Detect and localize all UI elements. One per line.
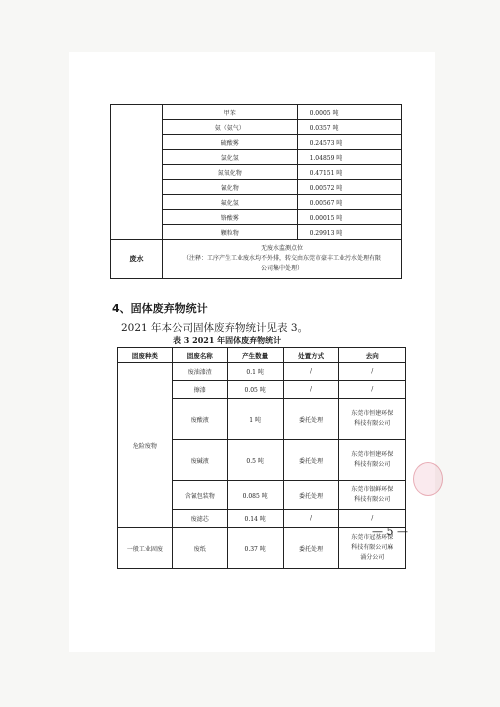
waste-quantity: 0.085 吨 (227, 481, 283, 510)
table-row (111, 240, 402, 279)
disposal-method: 委托处理 (283, 440, 339, 481)
destination-line: 科技有限公司 (354, 420, 391, 427)
wastewater-note-line: 公司集中处理） (260, 265, 303, 272)
destination-line: 东莞市冠基环保 (351, 534, 394, 541)
table-header-row (118, 348, 406, 363)
table-row (111, 105, 402, 120)
section-heading: 4、固体废弃物统计 (112, 302, 208, 315)
pollutant-name: 氟化氢 (162, 195, 297, 210)
seal-stamp (413, 462, 443, 496)
pollutant-amount: 0.00572 吨 (297, 180, 401, 195)
column-header: 去向 (339, 348, 406, 363)
disposal-method: / (283, 381, 339, 399)
destination (339, 440, 406, 481)
destination: / (339, 363, 406, 381)
pollutant-amount: 0.00567 吨 (297, 195, 401, 210)
destination-line: 科技有限公司 (354, 461, 391, 468)
waste-name: 废油漆渣 (172, 363, 227, 381)
disposal-method: / (283, 363, 339, 381)
destination: / (339, 381, 406, 399)
pollutant-name: 颗粒物 (162, 225, 297, 240)
pollutant-name: 氯化氢 (162, 150, 297, 165)
pollutant-amount: 0.00015 吨 (297, 210, 401, 225)
destination (339, 399, 406, 440)
category-cell-empty (111, 105, 163, 240)
emissions-table (110, 104, 402, 279)
destination-line: 东莞市银鲜环保 (351, 486, 394, 493)
destination-line: 东莞市恒建环保 (351, 410, 394, 417)
column-header: 固废种类 (118, 348, 173, 363)
destination-line: 科技有限公司 (354, 496, 391, 503)
wastewater-note (162, 240, 401, 279)
wastewater-note-line: 无废水监测点位 (260, 245, 303, 252)
waste-name: 废纸 (172, 528, 227, 569)
waste-quantity: 1 吨 (227, 399, 283, 440)
pollutant-amount: 0.24573 吨 (297, 135, 401, 150)
wastewater-label: 废水 (111, 240, 163, 279)
pollutant-name: 硫酸雾 (162, 135, 297, 150)
table-row (118, 528, 406, 569)
disposal-method: / (283, 510, 339, 528)
disposal-method: 委托处理 (283, 528, 339, 569)
waste-quantity: 0.1 吨 (227, 363, 283, 381)
waste-quantity: 0.5 吨 (227, 440, 283, 481)
column-header: 产生数量 (227, 348, 283, 363)
waste-name: 含氰包装物 (172, 481, 227, 510)
waste-name: 废酸液 (172, 399, 227, 440)
waste-quantity: 0.37 吨 (227, 528, 283, 569)
destination-line: 东莞市恒建环保 (351, 451, 394, 458)
disposal-method: 委托处理 (283, 481, 339, 510)
destination-line: 科技有限公司麻 (351, 544, 394, 551)
waste-name: 废碱液 (172, 440, 227, 481)
waste-quantity: 0.14 吨 (227, 510, 283, 528)
destination (339, 481, 406, 510)
waste-name: 擦漆 (172, 381, 227, 399)
pollutant-amount: 0.29913 吨 (297, 225, 401, 240)
pollutant-name: 氮氧化物 (162, 165, 297, 180)
pollutant-name: 氨（氨气） (162, 120, 297, 135)
column-header: 固废名称 (172, 348, 227, 363)
solid-waste-table (117, 347, 406, 569)
section-paragraph: 2021 年本公司固体废弃物统计见表 3。 (121, 322, 309, 334)
pollutant-amount: 1.04859 吨 (297, 150, 401, 165)
table-caption: 表 3 2021 年固体废弃物统计 (173, 335, 282, 345)
page-number: — 5 — (372, 525, 408, 538)
waste-category-cell: 危险废物 (118, 363, 173, 528)
wastewater-note-line: （注释：工序产生工业废水均不外排，转交由东莞市豪丰工业污水处理有限 (182, 255, 381, 262)
waste-category-cell: 一般工业固废 (118, 528, 173, 569)
column-header: 处置方式 (283, 348, 339, 363)
destination-line: 涌分公司 (360, 554, 385, 561)
pollutant-amount: 0.47151 吨 (297, 165, 401, 180)
table-row (118, 363, 406, 381)
disposal-method: 委托处理 (283, 399, 339, 440)
pollutant-name: 铬酸雾 (162, 210, 297, 225)
pollutant-amount: 0.0005 吨 (297, 105, 401, 120)
pollutant-name: 甲苯 (162, 105, 297, 120)
waste-quantity: 0.05 吨 (227, 381, 283, 399)
waste-name: 废滤芯 (172, 510, 227, 528)
pollutant-amount: 0.0357 吨 (297, 120, 401, 135)
pollutant-name: 氰化物 (162, 180, 297, 195)
destination: / (339, 510, 406, 528)
